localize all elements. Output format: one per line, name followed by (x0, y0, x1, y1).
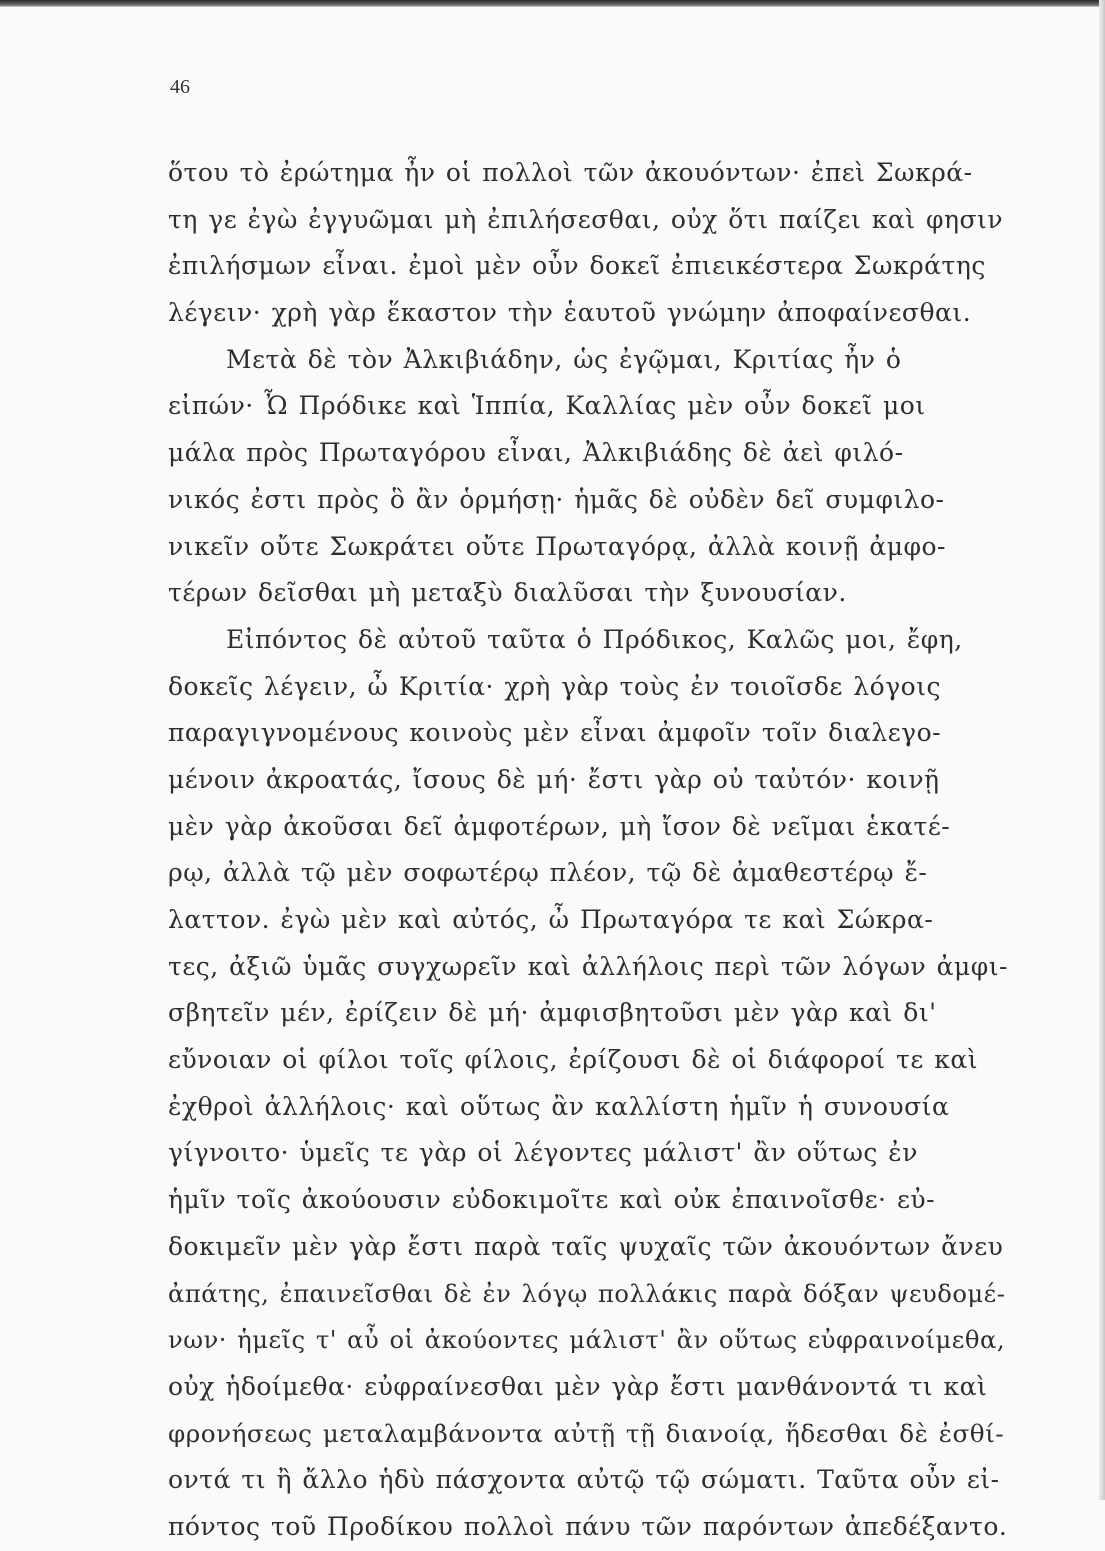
text-line: ρῳ, ἀλλὰ τῷ μὲν σοφωτέρῳ πλέον, τῷ δὲ ἀμαθεστέρῳ ἔ- (168, 858, 928, 888)
text-line: πόντος τοῦ Προδίκου πολλοὶ πάνυ τῶν παρόντων ἀπεδέξαντο. (168, 1511, 1008, 1541)
text-line: εὔνοιαν οἱ φίλοι τοῖς φίλοις, ἐρίζουσι δὲ οἱ διάφοροί τε καὶ (168, 1045, 979, 1075)
text-line: λέγειν· χρὴ γὰρ ἕκαστον τὴν ἑαυτοῦ γνώμην ἀποφαίνεσθαι. (168, 298, 972, 328)
text-line: εἰπών· Ὦ Πρόδικε καὶ Ἱππία, Καλλίας μὲν οὖν δοκεῖ μοι (168, 391, 926, 421)
text-line: δοκιμεῖν μὲν γὰρ ἔστι παρὰ ταῖς ψυχαῖς τῶν ἀκουόντων ἄνευ (168, 1231, 1004, 1261)
text-line: νων· ἡμεῖς τ' αὖ οἱ ἀκούοντες μάλιστ' ἂν οὕτως εὐφραινοίμεθα, (168, 1325, 1006, 1355)
page-number: 46 (170, 76, 190, 98)
text-line: οντά τι ἢ ἄλλο ἡδὺ πάσχοντα αὐτῷ τῷ σώματι. Ταῦτα οὖν εἰ- (168, 1465, 1000, 1495)
text-line: τέρων δεῖσθαι μὴ μεταξὺ διαλῦσαι τὴν ξυνουσίαν. (168, 578, 847, 608)
text-line: ἐχθροὶ ἀλλήλοις· καὶ οὕτως ἂν καλλίστη ἡμῖν ἡ συνουσία (168, 1091, 950, 1121)
scan-right-edge (1099, 0, 1105, 1500)
text-line: ἡμῖν τοῖς ἀκούουσιν εὐδοκιμοῖτε καὶ οὐκ ἐπαινοῖσθε· εὐ- (168, 1185, 936, 1215)
text-line: λαττον. ἐγὼ μὲν καὶ αὐτός, ὦ Πρωταγόρα τε καὶ Σώκρα- (168, 905, 934, 934)
text-line: νικεῖν οὔτε Σωκράτει οὔτε Πρωταγόρᾳ, ἀλλὰ κοινῇ ἀμφο- (168, 531, 946, 561)
text-line: μάλα πρὸς Πρωταγόρου εἶναι, Ἀλκιβιάδης δὲ ἀεὶ φιλό- (168, 438, 904, 468)
text-line: μὲν γὰρ ἀκοῦσαι δεῖ ἀμφοτέρων, μὴ ἴσον δὲ νεῖμαι ἑκατέ- (168, 811, 951, 841)
text-body (168, 150, 1008, 1551)
text-line: τη γε ἐγὼ ἐγγυῶμαι μὴ ἐπιλήσεσθαι, οὐχ ὅτι παίζει καὶ φησιν (168, 204, 1004, 234)
text-line: Εἰπόντος δὲ αὐτοῦ ταῦτα ὁ Πρόδικος, Καλῶς μοι, ἔφη, (226, 624, 963, 654)
text-line: τες, ἀξιῶ ὑμᾶς συγχωρεῖν καὶ ἀλλήλοις περὶ τῶν λόγων ἀμφι- (168, 951, 1008, 981)
text-line: δοκεῖς λέγειν, ὦ Κριτία· χρὴ γὰρ τοὺς ἐν τοιοῖσδε λόγοις (168, 671, 942, 701)
text-line: Μετὰ δὲ τὸν Ἀλκιβιάδην, ὡς ἐγῷμαι, Κριτίας ἦν ὁ (226, 344, 902, 374)
text-line: παραγιγνομένους κοινοὺς μὲν εἶναι ἀμφοῖν τοῖν διαλεγο- (168, 718, 942, 748)
text-line: φρονήσεως μεταλαμβάνοντα αὐτῇ τῇ διανοίᾳ, ἥδεσθαι δὲ ἐσθί- (168, 1418, 1005, 1448)
text-line: ἐπιλήσμων εἶναι. ἐμοὶ μὲν οὖν δοκεῖ ἐπιεικέστερα Σωκράτης (168, 251, 986, 281)
text-line: γίγνοιτο· ὑμεῖς τε γὰρ οἱ λέγοντες μάλιστ' ἂν οὕτως ἐν (168, 1138, 918, 1168)
text-line: σβητεῖν μέν, ἐρίζειν δὲ μή· ἀμφισβητοῦσι μὲν γὰρ καὶ δι' (168, 998, 937, 1028)
text-line: ὅτου τὸ ἐρώτημα ἦν οἱ πολλοὶ τῶν ἀκουόντων· ἐπεὶ Σωκρά- (168, 158, 973, 187)
text-line: ἀπάτης, ἐπαινεῖσθαι δὲ ἐν λόγῳ πολλάκις παρὰ δόξαν ψευδομέ- (168, 1278, 1006, 1308)
text-line: οὐχ ἡδοίμεθα· εὐφραίνεσθαι μὲν γὰρ ἔστι μανθάνοντά τι καὶ (168, 1371, 988, 1401)
text-line: μένοιν ἀκροατάς, ἴσους δὲ μή· ἔστι γὰρ οὐ ταὐτόν· κοινῇ (168, 764, 940, 794)
text-line: νικός ἐστι πρὸς ὃ ἂν ὁρμήσῃ· ἡμᾶς δὲ οὐδὲν δεῖ συμφιλο- (168, 484, 945, 514)
scan-top-edge (0, 0, 1105, 7)
